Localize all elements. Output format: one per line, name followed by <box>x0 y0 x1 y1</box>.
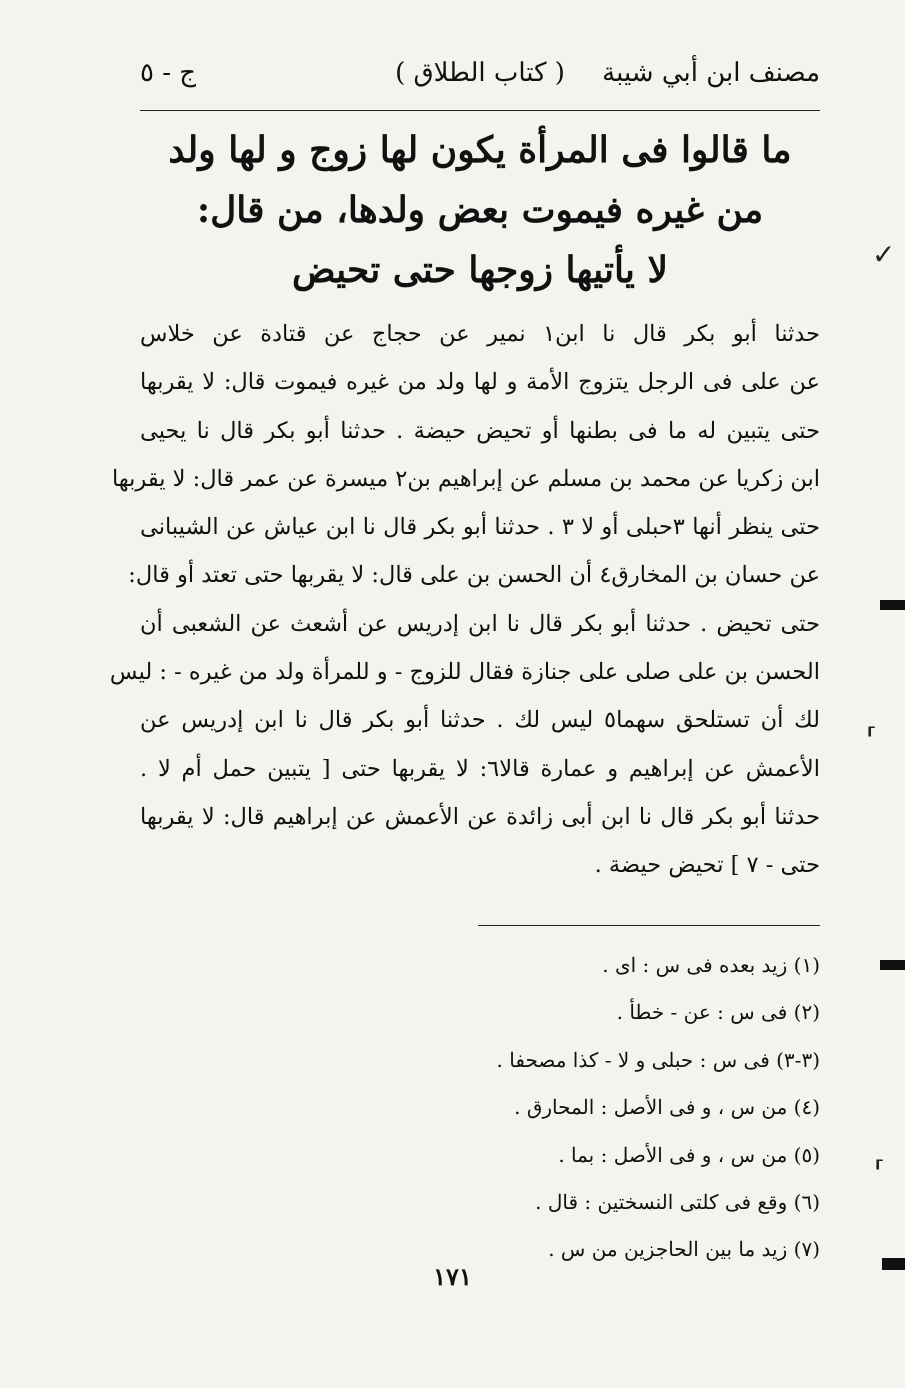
text-line: حتى تحيض . حدثنا أبو بكر قال نا ابن إدريس عن أشعث عن الشعبى أن <box>140 610 820 637</box>
text-line: الحسن بن على صلى على جنازة فقال للزوج - و للمرأة ولد من غيره - : ليس <box>109 659 820 686</box>
margin-tick-mark: ⸢ <box>866 722 877 755</box>
scan-edge-mark <box>880 960 905 970</box>
scan-edge-mark <box>882 1258 905 1270</box>
text-line: الأعمش عن إبراهيم و عمارة قالا٦: لا يقربها حتى [ يتبين حمل أم لا . <box>140 755 820 782</box>
text-line: حتى ينظر أنها ٣حبلى أو لا ٣ . حدثنا أبو بكر قال نا ابن عياش عن الشيبانى <box>140 514 820 541</box>
body-text <box>109 310 821 890</box>
footnote: (٤) من س ، و فى الأصل : المحارق . <box>514 1095 820 1120</box>
footnotes <box>400 942 820 1274</box>
text-line: ابن زكريا عن محمد بن مسلم عن إبراهيم بن٢ ميسرة عن عمر قال: لا يقربها <box>111 465 820 492</box>
margin-tick-mark: ✓ <box>872 238 896 271</box>
footnote: (٧) زيد ما بين الحاجزين من س . <box>548 1237 820 1262</box>
footnote: (٥) من س ، و فى الأصل : بما . <box>558 1142 820 1167</box>
text-line: حدثنا أبو بكر قال نا ابن أبى زائدة عن الأعمش عن إبراهيم قال: لا يقربها <box>140 803 820 830</box>
text-line: لك أن تستلحق سهما٥ ليس لك . حدثنا أبو بكر قال نا ابن إدريس عن <box>140 707 821 734</box>
text-line: حتى - ٧ ] تحيض حيضة . <box>594 852 820 879</box>
heading-line: ما قالوا فى المرأة يكون لها زوج و لها ولد <box>168 129 792 171</box>
volume-label: ج - ٥ <box>140 58 197 88</box>
running-header <box>140 58 820 98</box>
footnote-divider <box>478 925 820 926</box>
footnote: (٦) وقع فى كلتى النسختين : قال . <box>535 1190 820 1215</box>
header-divider <box>140 110 820 111</box>
heading-line: لا يأتيها زوجها حتى تحيض <box>291 249 669 291</box>
book-title: مصنف ابن أبي شيبة <box>602 58 820 88</box>
footnote: (٣-٣) فى س : حبلى و لا - كذا مصحفا . <box>496 1047 820 1072</box>
chapter-title: ( كتاب الطلاق ) <box>395 58 565 88</box>
footnote: (٢) فى س : عن - خطأ . <box>616 1000 820 1025</box>
text-line: عن على فى الرجل يتزوج الأمة و لها ولد من غيره فيموت قال: لا يقربها <box>140 369 820 396</box>
text-line: حتى يتبين له ما فى بطنها أو تحيض حيضة . حدثنا أبو بكر قال نا يحيى <box>140 417 820 444</box>
section-heading <box>140 120 820 300</box>
heading-line: من غيره فيموت بعض ولدها، من قال: <box>196 189 764 231</box>
footnote: (١) زيد بعده فى س : اى . <box>602 953 820 977</box>
text-line: عن حسان بن المخارق٤ أن الحسن بن على قال: لا يقربها حتى تعتد أو قال: <box>128 562 820 589</box>
page-number: ١٧١ <box>433 1262 472 1291</box>
text-line: حدثنا أبو بكر قال نا ابن١ نمير عن حجاج عن قتادة عن خلاس <box>140 321 820 347</box>
scan-edge-mark <box>880 600 905 610</box>
margin-tick-mark: ⸢ <box>874 1155 885 1188</box>
